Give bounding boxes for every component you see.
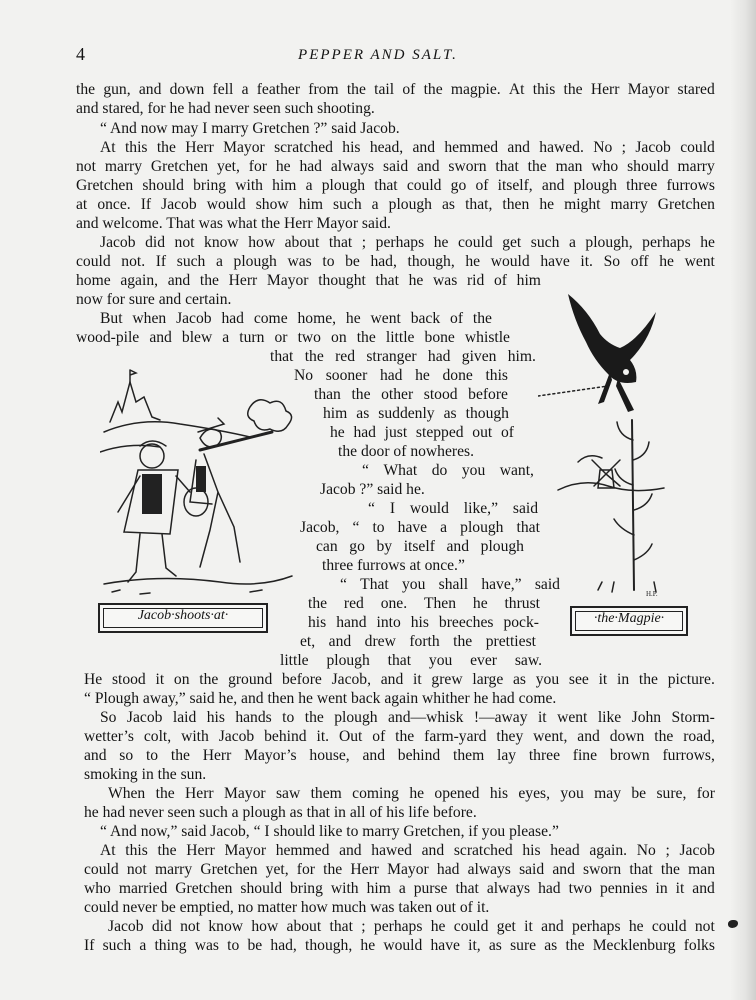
text-line: At this the Herr Mayor scratched his head, and hemmed and hawed. No ; Jacob could [100,139,715,156]
illustration-magpie [538,290,678,600]
text-line: him as suddenly as though [323,405,509,422]
text-line: When the Herr Mayor saw them coming he opened his eyes, you may be sure, for [108,785,715,802]
text-line: et, and drew forth the prettiest [300,633,536,650]
page-number: 4 [76,44,85,64]
text-line: at once. If Jacob would show him such a plough as that, then he might marry Gretchen [76,196,715,213]
text-line: his hand into his breeches pock- [308,614,539,631]
text-line: not marry Gretchen yet, for he had always said and sworn that the man who should marry [76,158,715,175]
text-line: three furrows at once.” [322,557,465,574]
text-line: “ And now may I marry Gretchen ?” said Jacob. [100,120,400,137]
text-line: could not marry Gretchen yet, for the Herr Mayor had always said and sworn that the man [84,861,715,878]
text-line: he had just stepped out of [330,424,514,441]
text-line: Jacob did not know how about that ; perhaps he could get such a plough, perhaps he [100,234,715,251]
text-line: now for sure and certain. [76,291,232,308]
text-line: the gun, and down fell a feather from the tail of the magpie. At this the Herr Mayor stared [76,81,715,98]
text-line: Jacob did not know how about that ; perhaps he could get it and perhaps he could not [108,918,715,935]
text-line: If such a thing was to be had, though, he would have it, as sure as the Mecklenburg folks [84,937,715,954]
text-line: “ Plough away,” said he, and then he went back again whither he had come. [84,690,557,707]
text-line: can go by itself and plough [316,538,524,555]
text-line: “ What do you want, [362,462,534,479]
text-line: At this the Herr Mayor hemmed and hawed and scratched his head again. No ; Jacob [100,842,715,859]
text-line: “ That you shall have,” said [340,576,560,593]
text-line: than the other stood before [314,386,508,403]
text-line: So Jacob laid his hands to the plough and—whisk !—away it went like John Storm- [100,709,715,726]
artist-monogram: H.P. [646,590,658,598]
text-line: wood-pile and blew a turn or two on the little bone whistle [76,329,510,346]
text-line: home again, and the Herr Mayor thought that he was rid of him [76,272,541,289]
text-line: and so to the Herr Mayor’s house, and behind them lay three fine brown furrows, [84,747,715,764]
page-edge-shadow [730,0,756,1000]
text-line: “ And now,” said Jacob, “ I should like to marry Gretchen, if you please.” [100,823,559,840]
text-line: But when Jacob had come home, he went back of the [100,310,492,327]
text-line: He stood it on the ground before Jacob, and it grew large as you see it in the picture. [84,671,715,688]
text-line: No sooner had he done this [294,367,508,384]
illustration-jacob-shooting [100,362,296,598]
text-line: “ I would like,” said [368,500,538,517]
text-line: smoking in the sun. [84,766,207,783]
running-title: PEPPER AND SALT. [298,47,458,63]
text-line: Jacob ?” said he. [320,481,425,498]
text-line: he had never seen such a plough as that in all of his life before. [84,804,477,821]
text-line: wetter’s colt, with Jacob behind it. Out of the farm-yard they went, and down the road, [84,728,715,745]
text-line: the red one. Then he thrust [308,595,540,612]
text-line: who married Gretchen should bring with him a purse that always had two pennies in it and [84,880,715,897]
text-line: that the red stranger had given him. [270,348,536,365]
text-line: and stared, for he had never seen such shooting. [76,100,375,117]
text-line: little plough that you ever saw. [280,652,542,669]
caption-right: ·the·Magpie· [570,606,688,636]
text-line: could never be emptied, no matter how much was taken out of it. [84,899,490,916]
text-line: Jacob, “ to have a plough that [300,519,540,536]
caption-left: Jacob·shoots·at· [98,603,268,633]
text-line: Gretchen should bring with him a plough that could go of itself, and plough three furrows [76,177,715,194]
text-line: and welcome. That was what the Herr Mayor said. [76,215,391,232]
text-line: the door of nowheres. [338,443,474,460]
text-line: could not. If such a plough was to be had, though, he would have it. So off he went [76,253,715,270]
